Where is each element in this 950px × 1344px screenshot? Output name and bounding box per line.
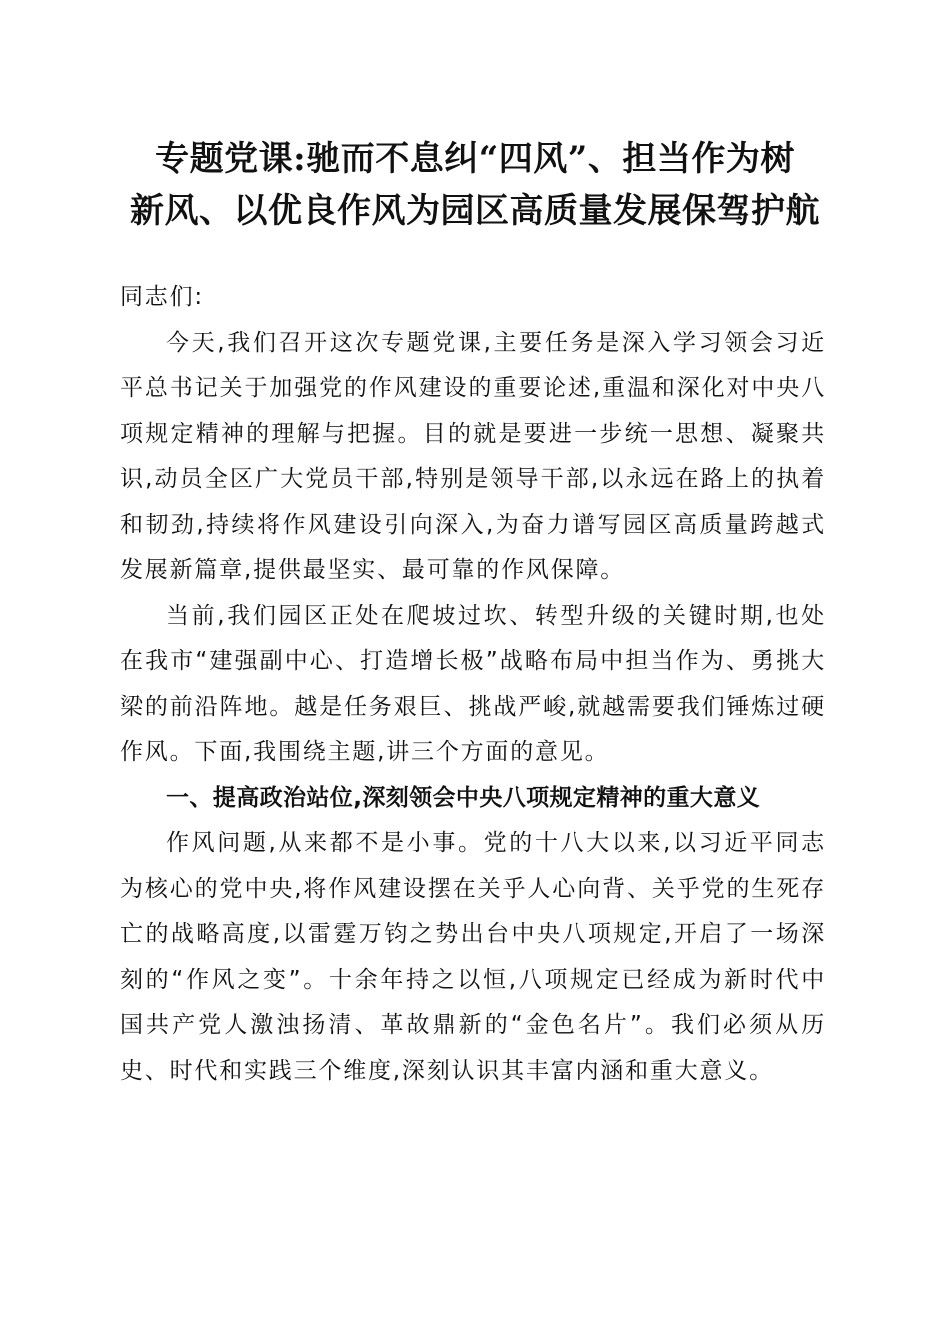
context-paragraph: 当前,我们园区正处在爬坡过坎、转型升级的关键时期,也处在我市“建强副中心、打造增长极”战略布局中担当作为、勇挑大梁的前沿阵地。越是任务艰巨、挑战严峻,就越需要我们锤炼过硬作风。下面,我围绕主题,讲三个方面的意见。 (120, 602, 826, 765)
document-title (110, 133, 840, 237)
section-heading-1: 一、提高政治站位,深刻领会中央八项规定精神的重大意义 (166, 784, 761, 811)
salutation: 同志们: (120, 284, 204, 310)
section-1-paragraph: 作风问题,从来都不是小事。党的十八大以来,以习近平同志为核心的党中央,将作风建设摆在关乎人心向背、关乎党的生死存亡的战略高度,以雷霆万钧之势出台中央八项规定,开启了一场深刻的“作风之变”。十余年持之以恒,八项规定已经成为新时代中国共产党人激浊扬清、革故鼎新的“金色名片”。我们必须从历史、时代和实践三个维度,深刻认识其丰富内涵和重大意义。 (120, 830, 826, 1084)
document-body (120, 275, 826, 1094)
intro-paragraph: 今天,我们召开这次专题党课,主要任务是深入学习领会习近平总书记关于加强党的作风建设的重要论述,重温和深化对中央八项规定精神的理解与把握。目的就是要进一步统一思想、凝聚共识,动员全区广大党员干部,特别是领导干部,以永远在路上的执着和韧劲,持续将作风建设引向深入,为奋力谱写园区高质量跨越式发展新篇章,提供最坚实、最可靠的作风保障。 (120, 329, 826, 583)
title-line-2: 新风、以优良作风为园区高质量发展保驾护航 (130, 191, 820, 231)
title-line-1: 专题党课:驰而不息纠“四风”、担当作为树 (155, 139, 795, 179)
